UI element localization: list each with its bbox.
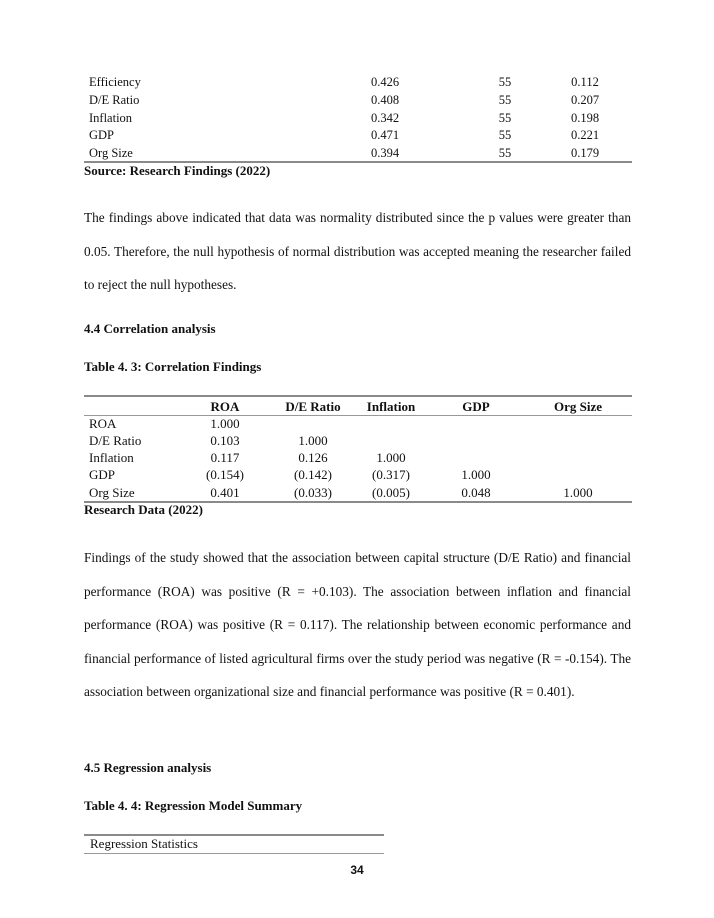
row-rule [84, 853, 384, 854]
table-cell: 55 [498, 75, 512, 89]
row-label: Inflation [89, 450, 134, 465]
table-cell: 0.117 [210, 450, 240, 465]
page-number: 34 [350, 863, 364, 877]
table-caption: Table 4. 3: Correlation Findings [84, 359, 262, 374]
table-cell: (0.142) [294, 467, 332, 482]
table-cell: (0.033) [294, 485, 332, 500]
table-source: Source: Research Findings (2022) [84, 163, 271, 178]
table-source: Research Data (2022) [84, 502, 203, 517]
table-cell: 0.112 [571, 75, 599, 89]
table-cell: Inflation [89, 111, 133, 125]
section-heading: 4.4 Correlation analysis [84, 321, 216, 336]
table-caption: Table 4. 4: Regression Model Summary [84, 798, 303, 813]
column-header: Org Size [553, 399, 602, 414]
table-cell: 1.000 [298, 433, 328, 448]
table-cell: (0.154) [206, 467, 244, 482]
column-header: D/E Ratio [285, 399, 341, 414]
table-cell: 0.198 [570, 111, 600, 125]
row-label: ROA [89, 416, 117, 431]
column-header: ROA [210, 399, 240, 414]
table-cell: 0.207 [570, 93, 600, 107]
table-cell: 0.471 [370, 128, 400, 142]
table-cell: 0.048 [461, 485, 491, 500]
table-cell: 55 [498, 111, 512, 125]
table-cell: 0.342 [370, 111, 400, 125]
table-cell: 0.221 [570, 128, 600, 142]
table-cell: 55 [498, 128, 512, 142]
table-cell: (0.317) [372, 467, 410, 482]
table-cell: 55 [498, 93, 512, 107]
table-cell: 1.000 [563, 485, 593, 500]
table-cell: 0.394 [370, 146, 400, 160]
table-cell: GDP [89, 128, 115, 142]
table-cell: Regression Statistics [90, 836, 198, 851]
table-cell: 0.401 [210, 485, 240, 500]
body-paragraph: The findings above indicated that data was normality distributed since the p values were greater than 0.05. Therefore, the null hypothesis of normal distribution was accepted meaning the researcher failed to reject the null hypotheses. [84, 210, 631, 292]
column-header: Inflation [366, 399, 416, 414]
row-label: Org Size [89, 485, 135, 500]
table-cell: 0.103 [210, 433, 240, 448]
table-cell: 1.000 [210, 416, 240, 431]
table-cell: Efficiency [89, 75, 141, 89]
body-paragraph: Findings of the study showed that the association between capital structure (D/E Ratio) and financial performance (ROA) was positive (R = +0.103). The association between inflation and financial performance (ROA) was positive (R = 0.117). The relationship between economic performance and financial performance of listed agricultural firms over the study period was negative (R = -0.154). The association between organizational size and financial performance was positive (R = 0.401). [84, 550, 631, 699]
table-cell: Org Size [89, 146, 133, 160]
row-label: D/E Ratio [89, 433, 142, 448]
table-top-rule [84, 395, 632, 397]
table-cell: 1.000 [461, 467, 491, 482]
table-cell: 0.126 [298, 450, 328, 465]
table-cell: 55 [498, 146, 512, 160]
column-header: GDP [462, 399, 490, 414]
table-cell: 1.000 [376, 450, 406, 465]
section-heading: 4.5 Regression analysis [84, 760, 212, 775]
row-label: GDP [89, 467, 116, 482]
table-cell: D/E Ratio [89, 93, 140, 107]
table-cell: 0.408 [370, 93, 400, 107]
table-cell: (0.005) [372, 485, 410, 500]
table-cell: 0.426 [370, 75, 400, 89]
table-cell: 0.179 [570, 146, 600, 160]
